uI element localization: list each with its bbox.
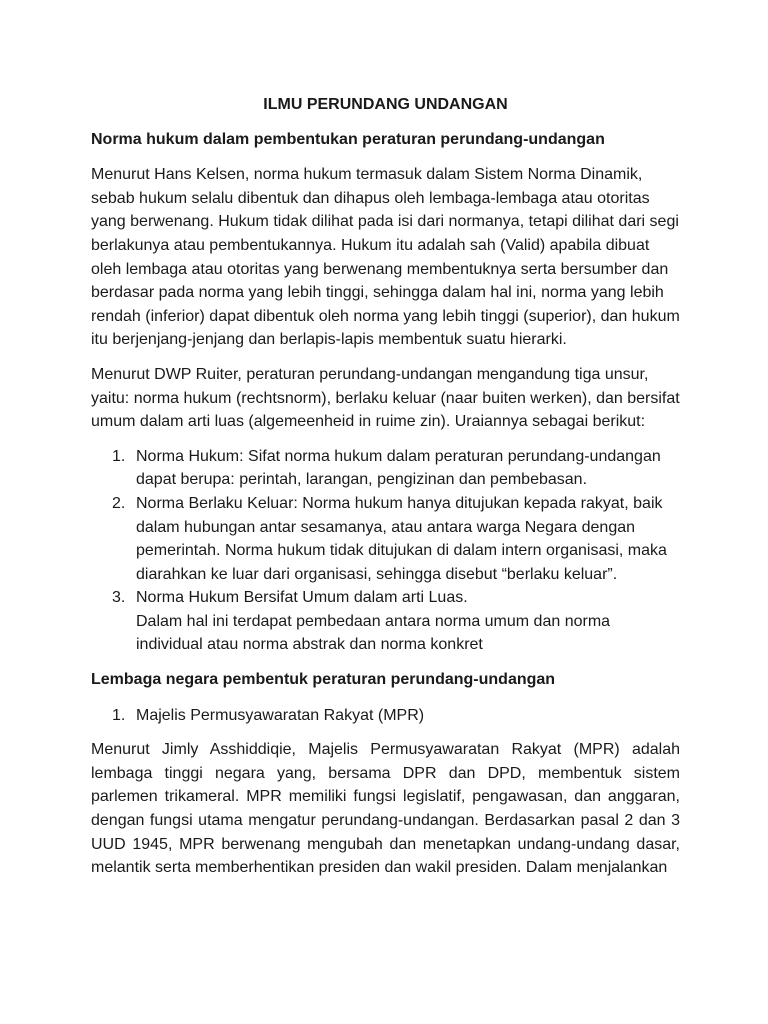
list-unsur-peraturan xyxy=(91,445,680,657)
list-lembaga-negara xyxy=(91,704,680,728)
section-heading-norma-hukum: Norma hukum dalam pembentukan peraturan perundang-undangan xyxy=(91,130,605,148)
list-item xyxy=(112,586,680,657)
paragraph-jimly-asshiddiqie: Menurut Jimly Asshiddiqie, Majelis Permusyawaratan Rakyat (MPR) adalah lembaga tinggi negara yang, bersama DPR dan DPD, membentuk sistem parlemen trikameral. MPR memiliki fungsi legislatif, pengawasan, dan anggaran, dengan fungsi utama mengatur perundang-undangan. Berdasarkan pasal 2 dan 3 UUD 1945, MPR berwenang mengubah dan menetapkan undang-undang dasar, melantik serta memberhentikan presiden dan wakil presiden. Dalam menjalankan xyxy=(91,741,680,877)
paragraph-dwp-ruiter: Menurut DWP Ruiter, peraturan perundang-undangan mengandung tiga unsur, yaitu: norma hukum (rechtsnorm), berlaku keluar (naar buiten werken), dan bersifat umum dalam arti luas (algemeenheid in ruime zin). Uraiannya sebagai berikut: xyxy=(91,365,680,431)
list-item-number: 3. xyxy=(112,589,126,607)
list-item xyxy=(112,492,680,586)
list-item-text: Majelis Permusyawaratan Rakyat (MPR) xyxy=(136,706,425,724)
list-item-subtext: Dalam hal ini terdapat pembedaan antara norma umum dan norma individual atau norma abstrak dan norma konkret xyxy=(136,612,611,654)
list-item-number: 2. xyxy=(112,494,126,512)
list-item-text: Norma Hukum: Sifat norma hukum dalam peraturan perundang-undangan dapat berupa: perintah, larangan, pengizinan dan pembebasan. xyxy=(136,447,661,489)
list-item-number: 1. xyxy=(112,447,126,465)
list-item xyxy=(112,704,680,728)
list-item xyxy=(112,445,680,492)
list-item-text: Norma Hukum Bersifat Umum dalam arti Luas. xyxy=(136,589,468,607)
section-heading-lembaga-negara: Lembaga negara pembentuk peraturan perundang-undangan xyxy=(91,671,556,689)
paragraph-hans-kelsen: Menurut Hans Kelsen, norma hukum termasuk dalam Sistem Norma Dinamik, sebab hukum selalu dibentuk dan dihapus oleh lembaga-lembaga atau otoritas yang berwenang. Hukum tidak dilihat pada isi dari normanya, tetapi dilihat dari segi berlakunya atau pembentukannya. Hukum itu adalah sah (Valid) apabila dibuat oleh lembaga atau otoritas yang berwenang membentuknya serta bersumber dan berdasar pada norma yang lebih tinggi, sehingga dalam hal ini, norma yang lebih rendah (inferior) dapat dibentuk oleh norma yang lebih tinggi (superior), dan hukum itu berjenjang-jenjang dan berlapis-lapis membentuk suatu hierarki. xyxy=(91,166,680,349)
document-title: ILMU PERUNDANG UNDANGAN xyxy=(263,96,508,113)
list-item-number: 1. xyxy=(112,706,126,724)
list-item-text: Norma Berlaku Keluar: Norma hukum hanya ditujukan kepada rakyat, baik dalam hubungan antar sesamanya, atau antara warga Negara dengan pemerintah. Norma hukum tidak ditujukan di dalam intern organisasi, maka diarahkan ke luar dari organisasi, sehingga disebut “berlaku keluar”. xyxy=(136,494,667,583)
